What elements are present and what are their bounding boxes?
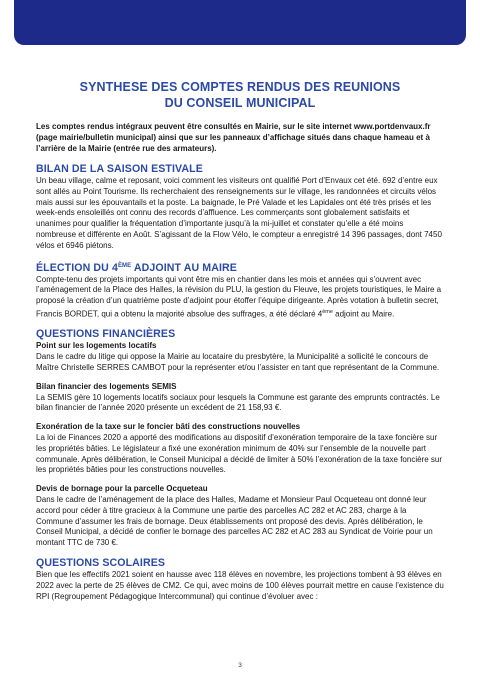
section-election-heading [36, 260, 444, 274]
finance-item-text: La SEMIS gère 10 logements locatifs sociaux pour lesquels la Commune est garante des emprunts contractés. Le bilan financier de l’année 2020 présente un excédent de 21 158,93 €. [36, 392, 440, 413]
section-finances-heading: QUESTIONS FINANCIÈRES [36, 328, 176, 341]
election-heading-sup: ÈME [117, 262, 132, 269]
section-bilan [36, 163, 444, 252]
finance-item [36, 422, 444, 476]
page-title-line-2: DU CONSEIL MUNICIPAL [164, 96, 316, 110]
section-scolaires-heading: QUESTIONS SCOLAIRES [36, 556, 166, 569]
section-scolaires [36, 557, 444, 602]
finance-item-text: Dans le cadre du litige qui oppose la Mairie au locataire du presbytère, la Municipalité a sollicité le concours de Maître Christelle SERRES CAMBOT pour la représenter et/ou l’assister en tant que représentant de la Commune. [36, 352, 440, 373]
finance-item-title: Point sur les logements locatifs [36, 341, 157, 351]
page-number: 3 [238, 662, 242, 669]
election-text-end: adjoint au Maire. [332, 309, 395, 319]
intro-paragraph: Les comptes rendus intégraux peuvent être consultés en Mairie, sur le site internet www.portdenvaux.fr (page mairie/bulletin municipal) ainsi que sur les panneaux d’affichage situés dans chaque hameau et à l’arrière de la Mairie (entrée rue des armateurs). [36, 122, 431, 153]
section-finances [36, 328, 444, 549]
page-title-line-1: SYNTHESE DES COMPTES RENDUS DES REUNIONS [79, 80, 401, 94]
top-banner [14, 0, 466, 45]
finance-item [36, 382, 444, 414]
election-heading-post: ADJOINT AU MAIRE [131, 261, 237, 274]
finance-item-text: La loi de Finances 2020 a apporté des modifications au dispositif d’exonération temporaire de la taxe foncière sur les propriétés bâties. Le législateur a fixé une exonération minimum de 40% sur l’ensemble de la nouvelle part communale. Après délibération, le Conseil Municipal a décidé de limiter à 50% l’exonération de la taxe foncière sur les propriétés bâties pour les constructions nouvelles. [36, 433, 442, 475]
section-scolaires-text: Bien que les effectifs 2021 soient en hausse avec 118 élèves en novembre, les projections tombent à 93 élèves en 2022 avec la perte de 25 élèves de CM2. Ce qui, avec moins de 100 élèves pourrait mettre en cause l’existence du RPI (Regroupement Pédagogique Intercommunal) qui continue d’évoluer avec : [36, 569, 444, 601]
finance-item-title: Devis de bornage pour la parcelle Ocqueteau [36, 484, 208, 494]
page-content [36, 79, 444, 610]
finance-item-title: Exonération de la taxe sur le foncier bâti des constructions nouvelles [36, 422, 301, 432]
election-text-sup: ème [322, 308, 333, 315]
section-bilan-text: Un beau village, calme et reposant, voici comment les visiteurs ont qualifié Port d’Envaux cet été. 692 d’entre eux sont allés au Point Tourisme. Ils recherchaient des renseignements sur le village, les randonnées et circuits vélos mais aussi sur les épouvantails et la poste. La baignade, le Pré Valade et les Lapidales ont été très prisés et les week-ends ensoleillés ont connu des records d’affluence. Les commerçants sont globalement satisfaits et unanimes pour qualifier la fréquentation d’importante jusqu’à la mi-juillet et constater qu’elle a été moins nombreuse et différente en Août. S’agissant de la Flow Vélo, le compteur a enregistré 14 396 passages, dont 7450 vélos et 6946 piétons. [36, 176, 442, 250]
finance-item [36, 341, 444, 373]
section-election [36, 260, 444, 321]
election-heading-pre: ÉLECTION DU 4 [36, 261, 118, 274]
section-bilan-heading: BILAN DE LA SAISON ESTIVALE [36, 163, 203, 175]
finance-item-title: Bilan financier des logements SEMIS [36, 381, 177, 391]
finance-item-text: Dans le cadre de l’aménagement de la place des Halles, Madame et Monsieur Paul Ocqueteau ont donné leur accord pour céder à titre gracieux à la Commune une partie des parcelles AC 282 et AC 283, charge à la Commune d’assumer les frais de bornage. Deux établissements ont proposé des devis. Après délibération, le Conseil Municipal, a décidé de confier le bornage des parcelles AC 282 et AC 283 au Syndicat de Voirie pour un montant TTC de 730 €. [36, 494, 433, 548]
section-election-text [36, 275, 444, 321]
election-text-main: Compte-tenu des projets importants qui vont être mis en chantier dans les mois et années qui s’ouvrent avec l’aménagement de la Place des Halles, la révision du PLU, la gestion du Fleuve, les projets touristiques, le Maire a proposé la création d’un quatrième poste d’adjoint pour étoffer l’équipe dirigeante. Après votation à bulletin secret, Francis BORDET, qui a obtenu la majorité absolue des suffrages, a été déclaré 4 [36, 274, 442, 319]
finance-item [36, 484, 444, 549]
page-title [36, 79, 444, 111]
